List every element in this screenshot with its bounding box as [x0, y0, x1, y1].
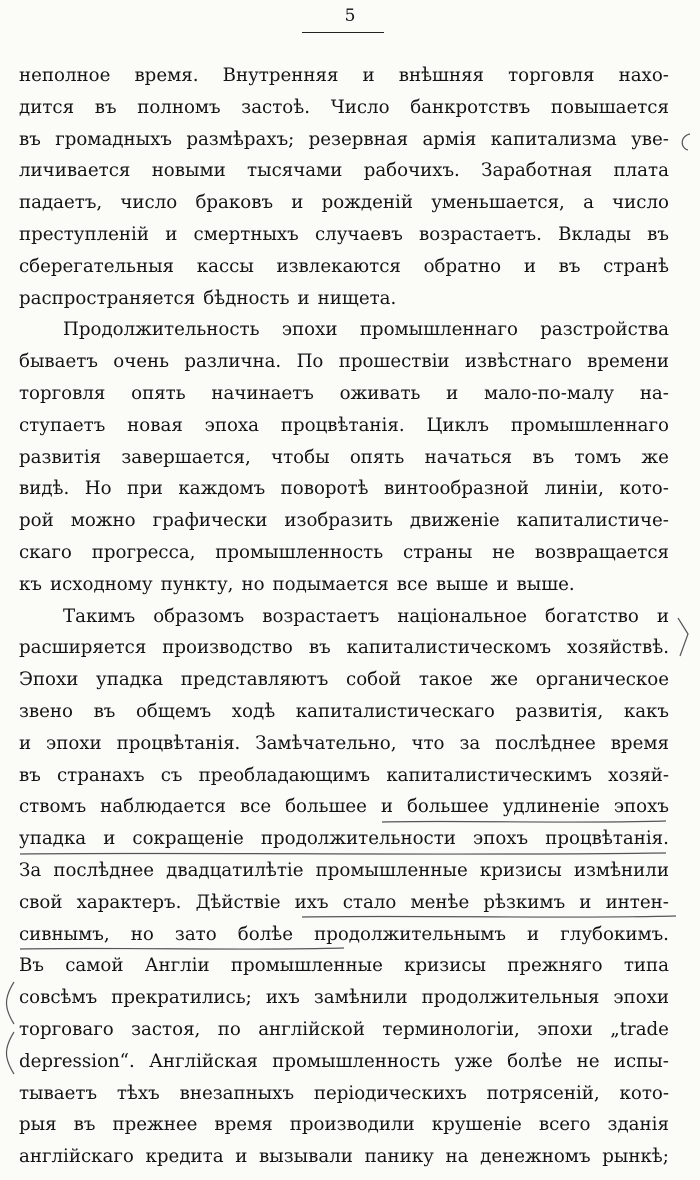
- text-line: depression“. Англійская промышленность уже болѣе не испы-: [19, 1050, 669, 1072]
- text-line: Эпохи упадка представляютъ собой такое же органическое: [19, 669, 669, 691]
- text-line: Въ самой Англіи промышленные кризисы прежняго типа: [19, 955, 669, 977]
- text-line: развитія завершается, чтобы опять начаться въ томъ же: [19, 446, 669, 468]
- text-line: и эпохи процвѣтанія. Замѣчательно, что за послѣднее время: [19, 732, 669, 754]
- margin-pencil-mark-top: [676, 128, 696, 158]
- text-line: сивнымъ, но зато болѣе продолжительнымъ и глубокимъ.: [19, 923, 669, 945]
- text-line: рой можно графически изобразить движеніе капиталистиче-: [19, 510, 669, 532]
- text-line: сберегательныя кассы извлекаются обратно и въ странѣ: [19, 255, 669, 277]
- text-line: ступаетъ новая эпоха процвѣтанія. Циклъ промышленнаго: [19, 414, 669, 436]
- text-line: падаетъ, число браковъ и рожденій уменьшается, а число: [19, 192, 669, 214]
- pencil-underline-2: [18, 849, 668, 859]
- margin-pencil-mark-bracket: [674, 612, 694, 662]
- text-line: англійскаго кредита и вызывали панику на денежномъ рынкѣ;: [19, 1146, 669, 1168]
- text-line: торговаго застоя, по англійской терминологіи, эпохи „trade: [19, 1018, 669, 1040]
- text-line: ствомъ наблюдается все большее и большее удлиненіе эпохъ: [19, 796, 669, 818]
- text-line: рыя въ прежнее время производили крушеніе всего зданія: [19, 1114, 669, 1136]
- text-line: къ исходному пункту, но подымается все выше и выше.: [19, 573, 575, 595]
- text-line: преступленій и смертныхъ случаевъ возрастаетъ. Вклады въ: [19, 223, 669, 245]
- text-line: распространяется бѣдность и нищета.: [19, 287, 397, 309]
- text-line: въ громадныхъ размѣрахъ; резервная армія капитализма уве-: [19, 128, 669, 150]
- body-text: [19, 60, 669, 1173]
- text-line: звено въ общемъ ходѣ капиталистическаго развитія, какъ: [19, 700, 669, 722]
- text-line: торговля опять начинаетъ оживать и мало-по-малу на-: [19, 382, 669, 404]
- text-line: скаго прогресса, промышленность страны не возвращается: [19, 541, 669, 563]
- margin-pencil-mark-left: [2, 978, 18, 1078]
- pencil-underline-4: [18, 944, 348, 954]
- text-line: тываетъ тѣхъ внезапныхъ періодическихъ потрясеній, кото-: [19, 1082, 669, 1104]
- text-line: свой характеръ. Дѣйствіе ихъ стало менѣе рѣзкимъ и интен-: [19, 891, 669, 913]
- pencil-underline-3: [300, 912, 680, 922]
- text-line: расширяется производство въ капиталистическомъ хозяйствѣ.: [19, 637, 669, 659]
- text-line: Продолжительность эпохи промышленнаго разстройства: [63, 319, 669, 341]
- text-line: За послѣднее двадцатилѣтіе промышленные кризисы измѣнили: [19, 859, 669, 881]
- text-line: Такимъ образомъ возрастаетъ національное богатство и: [63, 605, 669, 627]
- text-line: видѣ. Но при каждомъ поворотѣ винтообразной линіи, кото-: [19, 478, 669, 500]
- text-line: дится въ полномъ застоѣ. Число банкротствъ повышается: [19, 96, 669, 118]
- text-line: совсѣмъ прекратились; ихъ замѣнили продолжительныя эпохи: [19, 987, 669, 1009]
- text-line: въ странахъ съ преобладающимъ капиталистическимъ хозяй-: [19, 764, 669, 786]
- pencil-underline-1: [380, 817, 670, 827]
- page-number-rule: [302, 32, 384, 33]
- page-number: 5: [344, 6, 356, 26]
- text-line: личивается новыми тысячами рабочихъ. Заработная плата: [19, 160, 669, 182]
- text-line: упадка и сокращеніе продолжительности эпохъ процвѣтанія.: [19, 828, 669, 850]
- text-line: неполное время. Внутренняя и внѣшняя торговля нахо-: [19, 65, 669, 86]
- text-line: бываетъ очень различна. По прошествіи извѣстнаго времени: [19, 351, 669, 373]
